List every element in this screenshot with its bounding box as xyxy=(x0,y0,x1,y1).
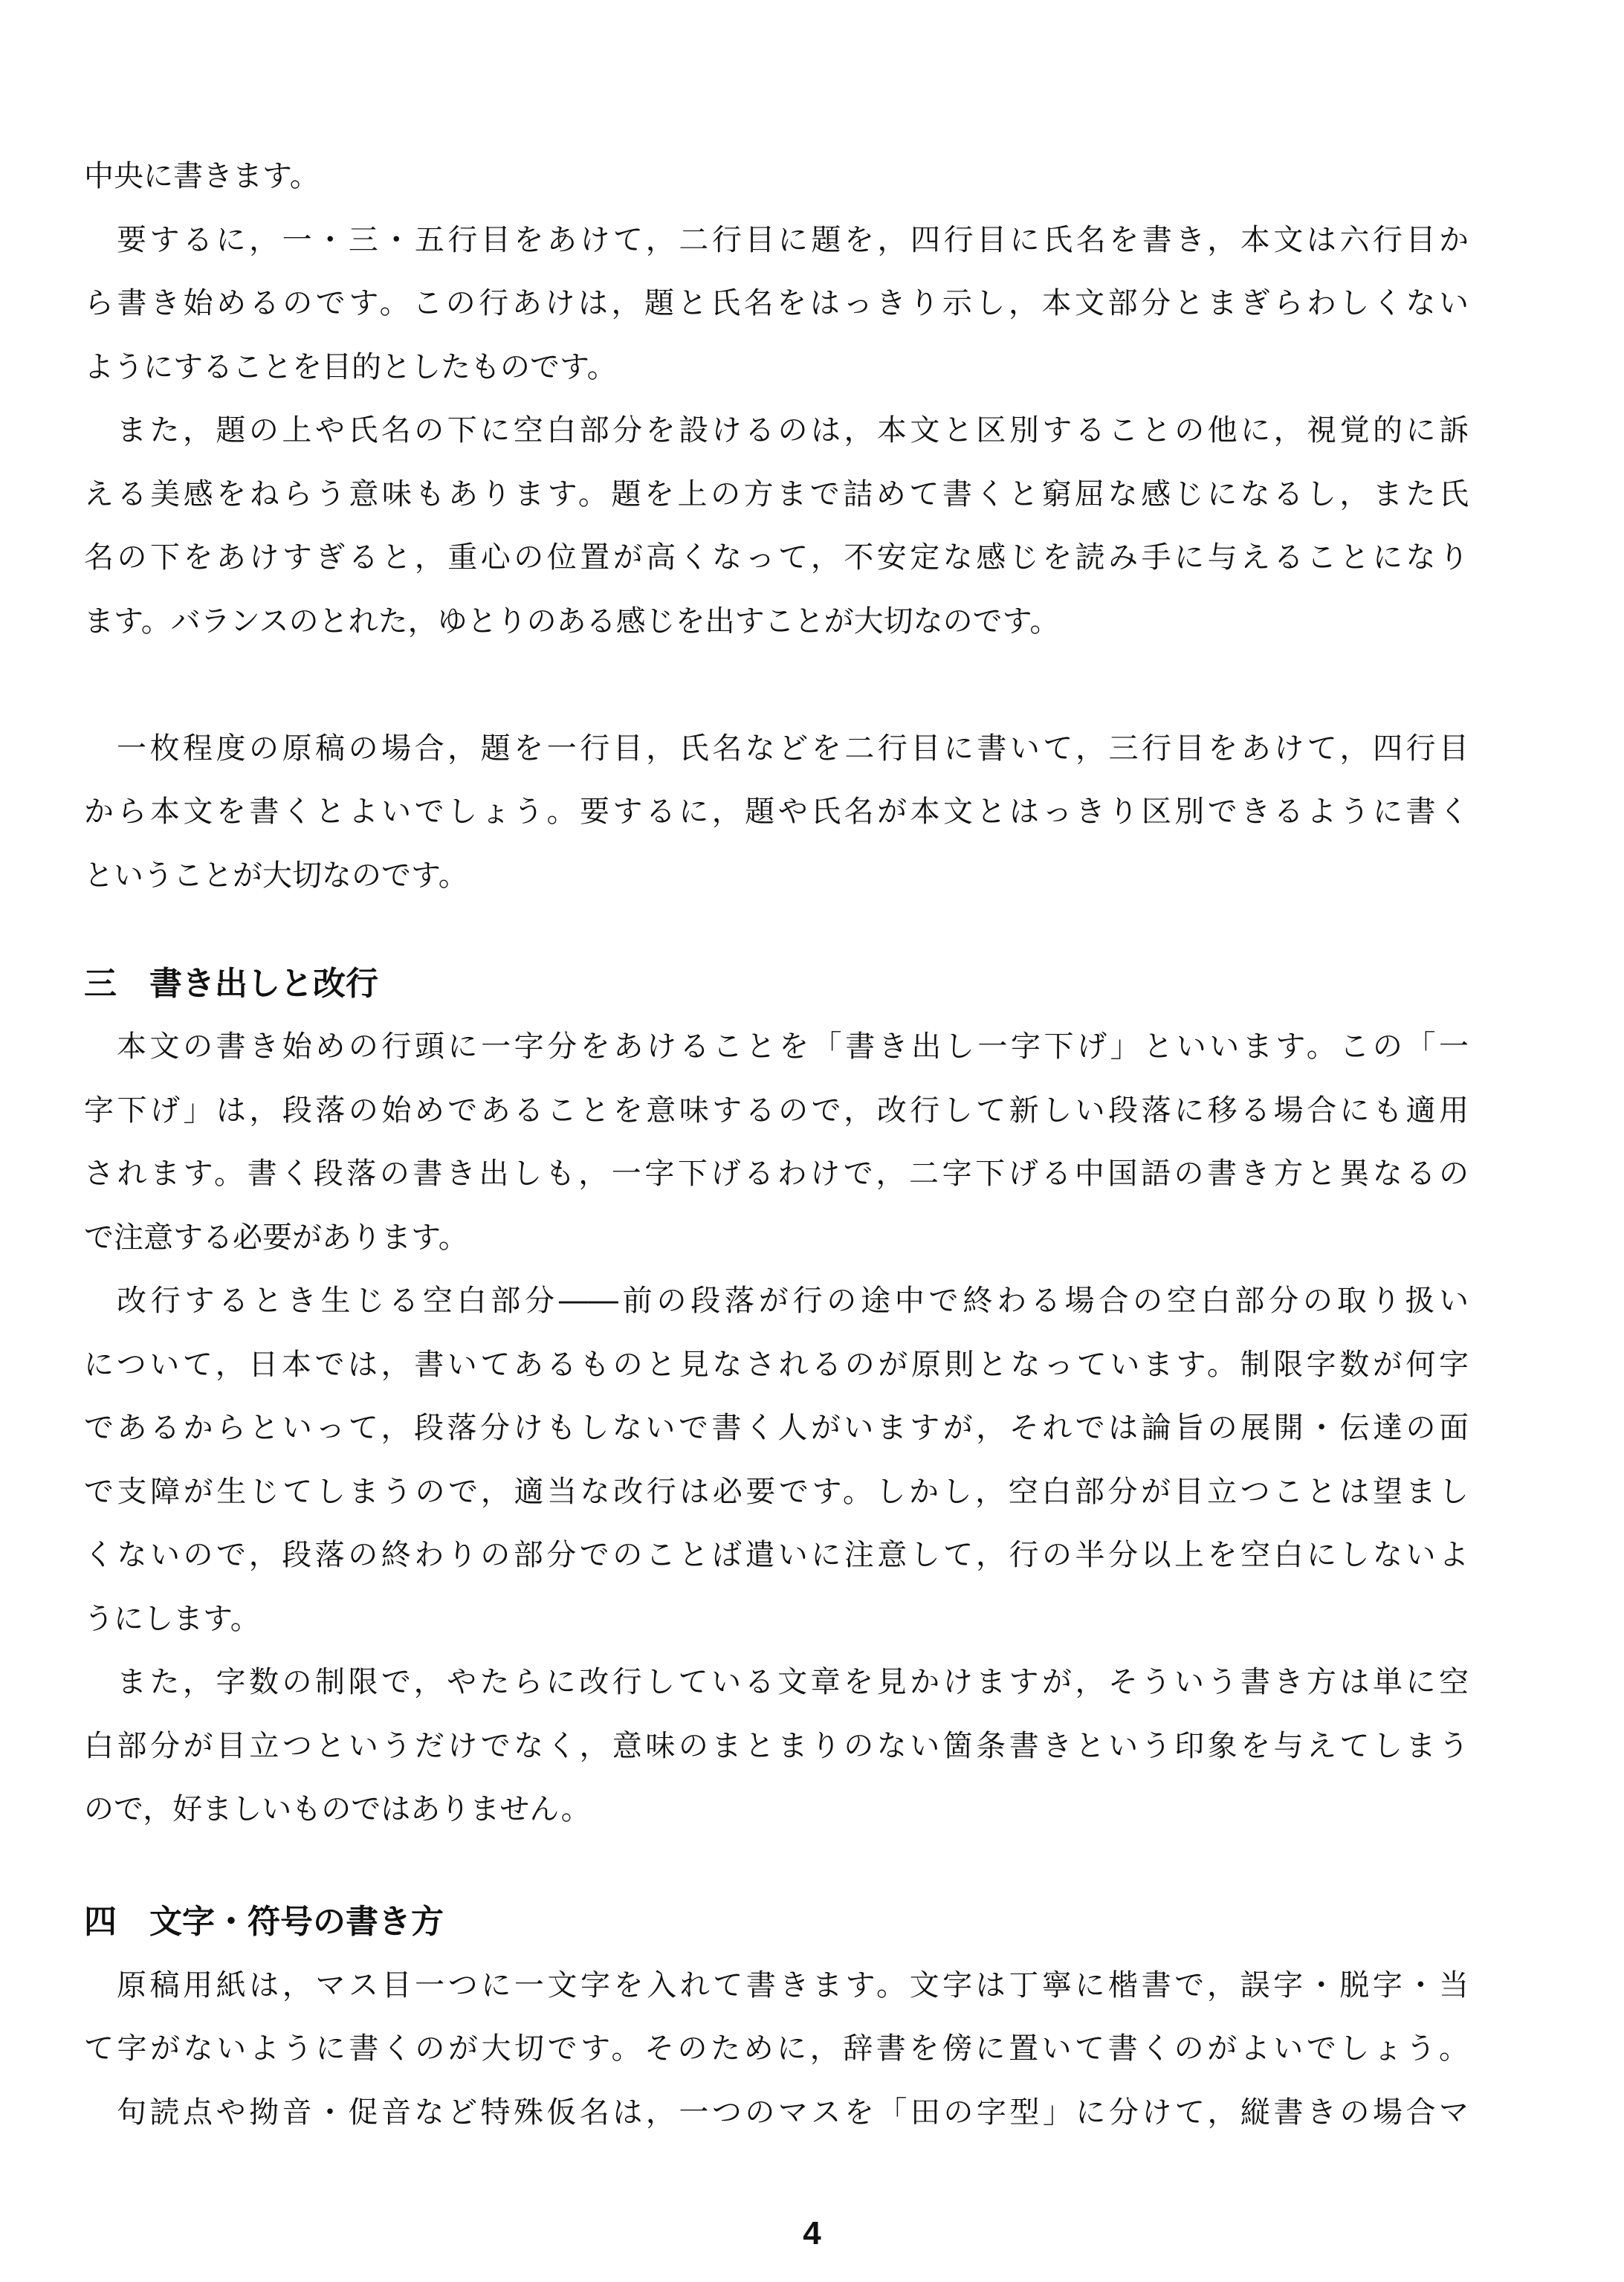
text-line: また，字数の制限で，やたらに改行している文章を見かけますが，そういう書き方は単に空 xyxy=(117,1665,1469,1699)
document-page xyxy=(84,145,1469,2144)
paragraph xyxy=(84,209,1469,400)
blank-line xyxy=(84,653,1469,717)
text-line: ら書き始めるのです。この行あけは，題と氏名をはっきり示し，本文部分とまぎらわしくない xyxy=(84,286,1469,320)
text-line: くないので，段落の終わりの部分でのことば遣いに注意して，行の半分以上を空白にしないよ xyxy=(84,1538,1469,1572)
text-line: ということが大切なのです。 xyxy=(84,858,468,893)
text-line: 字下げ」は，段落の始めであることを意味するので，改行して新しい段落に移る場合にも適用 xyxy=(84,1093,1469,1128)
text-line: であるからといって，段落分けもしないで書く人がいますが，それでは論旨の展開・伝達の面 xyxy=(84,1411,1469,1445)
text-line: について，日本では，書いてあるものと見なされるのが原則となっています。制限字数が何字 xyxy=(84,1347,1469,1382)
text-line: 句読点や拗音・促音など特殊仮名は，一つのマスを「田の字型」に分けて，縦書きの場合マ xyxy=(117,2095,1469,2130)
paragraph xyxy=(84,399,1469,653)
text-line: で支障が生じてしまうので，適当な改行は必要です。しかし，空白部分が目立つことは望まし xyxy=(84,1474,1469,1509)
text-line: 本文の書き始めの行頭に一字分をあけることを「書き出し一字下げ」といいます。この「一 xyxy=(117,1030,1469,1064)
text-line: から本文を書くとよいでしょう。要するに，題や氏名が本文とはっきり区別できるように書く xyxy=(84,795,1469,829)
paragraph xyxy=(84,1954,1469,2081)
paragraph xyxy=(84,1015,1469,1270)
page-number: 4 xyxy=(803,2215,821,2252)
paragraph xyxy=(84,1270,1469,1651)
text-line: ます。バランスのとれた，ゆとりのある感じを出すことが大切なのです。 xyxy=(84,604,1060,639)
text-line: 名の下をあけすぎると，重心の位置が高くなって，不安定な感じを読み手に与えることになり xyxy=(84,540,1469,575)
text-line: また，題の上や氏名の下に空白部分を設けるのは，本文と区別することの他に，視覚的に訴 xyxy=(117,413,1469,447)
text-line: 改行するとき生じる空白部分――前の段落が行の途中で終わる場合の空白部分の取り扱い xyxy=(117,1284,1469,1318)
text-line: うにします。 xyxy=(84,1601,260,1636)
text-line: て字がないように書くのが大切です。そのために，辞書を傍に置いて書くのがよいでしょう。 xyxy=(84,2032,1469,2066)
section-heading: 四 文字・符号の書き方 xyxy=(84,1903,444,1941)
text-line: 中央に書きます。 xyxy=(84,159,320,193)
paragraph xyxy=(84,717,1469,908)
paragraph xyxy=(84,2081,1469,2145)
text-line: 一枚程度の原稿の場合，題を一行目，氏名などを二行目に書いて，三行目をあけて，四行目 xyxy=(117,731,1469,766)
text-line: ようにすることを目的としたものです。 xyxy=(84,349,617,384)
text-line: ので，好ましいものではありません。 xyxy=(84,1792,591,1826)
text-line: 要するに，一・三・五行目をあけて，二行目に題を，四行目に氏名を書き，本文は六行目か xyxy=(117,222,1469,257)
text-line: されます。書く段落の書き出しも，一字下げるわけで，二字下げる中国語の書き方と異なるの xyxy=(84,1157,1469,1191)
text-line: で注意する必要があります。 xyxy=(84,1220,468,1255)
text-line: 原稿用紙は，マス目一つに一文字を入れて書きます。文字は丁寧に楷書で，誤字・脱字・当 xyxy=(117,1968,1469,2003)
text-line: える美感をねらう意味もあります。題を上の方まで詰めて書くと窮屈な感じになるし，また氏 xyxy=(84,476,1469,511)
section-heading: 三 書き出しと改行 xyxy=(84,964,378,1003)
paragraph xyxy=(84,1651,1469,1842)
text-line: 白部分が目立つというだけでなく，意味のまとまりのない箇条書きという印象を与えてしまう xyxy=(84,1728,1469,1763)
